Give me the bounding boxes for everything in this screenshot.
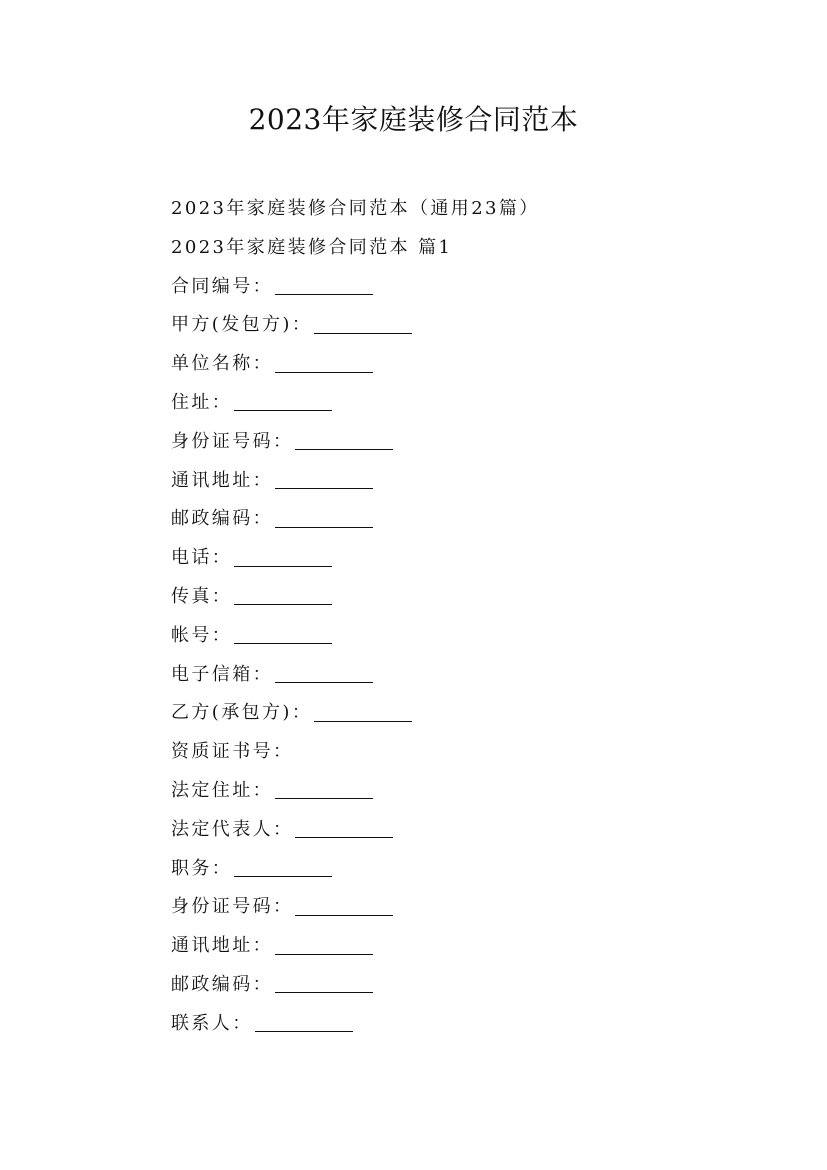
document-line bbox=[171, 539, 771, 578]
line-text: 资质证书号： bbox=[171, 741, 294, 763]
line-text: 2023年家庭装修合同范本 篇1 bbox=[171, 236, 453, 258]
document-line bbox=[171, 1005, 771, 1044]
line-text: 帐号： bbox=[171, 624, 233, 646]
line-text: 2023年家庭装修合同范本（通用23篇） bbox=[171, 198, 540, 219]
document-line bbox=[171, 733, 771, 772]
line-text: 传真： bbox=[171, 585, 233, 607]
document-line bbox=[171, 850, 771, 889]
line-text: 乙方(承包方)： bbox=[171, 702, 313, 724]
document-line bbox=[171, 966, 771, 1005]
line-text: 邮政编码： bbox=[171, 508, 273, 530]
fill-in-blank bbox=[314, 309, 412, 334]
document-line bbox=[171, 811, 771, 850]
document-line bbox=[171, 888, 771, 927]
document-line bbox=[171, 578, 771, 617]
line-text: 住址： bbox=[171, 391, 233, 413]
line-text: 联系人： bbox=[171, 1012, 253, 1034]
line-text: 通讯地址： bbox=[171, 469, 273, 491]
fill-in-blank bbox=[314, 697, 412, 722]
line-text: 法定代表人： bbox=[171, 818, 294, 840]
document-line bbox=[171, 656, 771, 695]
fill-in-blank bbox=[275, 270, 373, 295]
line-text: 通讯地址： bbox=[171, 935, 273, 957]
document-line bbox=[171, 617, 771, 656]
fill-in-blank bbox=[234, 619, 332, 644]
line-text: 甲方(发包方)： bbox=[171, 314, 313, 336]
fill-in-blank bbox=[275, 503, 373, 528]
document-line bbox=[171, 772, 771, 811]
document-line bbox=[171, 345, 771, 384]
line-text: 电子信箱： bbox=[171, 663, 273, 685]
fill-in-blank bbox=[275, 464, 373, 489]
fill-in-blank bbox=[275, 930, 373, 955]
document-line bbox=[171, 268, 771, 307]
document-line bbox=[171, 500, 771, 539]
document-title: 2023年家庭装修合同范本 bbox=[248, 103, 579, 136]
line-text: 合同编号： bbox=[171, 275, 273, 297]
fill-in-blank bbox=[255, 1007, 353, 1032]
line-text: 电话： bbox=[171, 547, 233, 569]
fill-in-blank bbox=[275, 658, 373, 683]
fill-in-blank bbox=[295, 891, 393, 916]
line-text: 单位名称： bbox=[171, 353, 273, 375]
line-text: 职务： bbox=[171, 857, 233, 879]
document-line bbox=[171, 423, 771, 462]
fill-in-blank bbox=[234, 580, 332, 605]
fill-in-blank bbox=[234, 852, 332, 877]
fill-in-blank bbox=[275, 348, 373, 373]
fill-in-blank bbox=[275, 774, 373, 799]
document-line bbox=[171, 384, 771, 423]
document-line bbox=[171, 927, 771, 966]
fill-in-blank bbox=[295, 425, 393, 450]
fill-in-blank bbox=[275, 968, 373, 993]
document-line bbox=[171, 229, 771, 268]
line-text: 邮政编码： bbox=[171, 973, 273, 995]
line-text: 身份证号码： bbox=[171, 896, 294, 918]
fill-in-blank bbox=[295, 813, 393, 838]
document-line bbox=[171, 694, 771, 733]
line-text: 身份证号码： bbox=[171, 430, 294, 452]
fill-in-blank bbox=[234, 386, 332, 411]
fill-in-blank bbox=[234, 542, 332, 567]
document-line bbox=[171, 190, 771, 229]
document-line bbox=[171, 462, 771, 501]
document-body bbox=[171, 190, 771, 1044]
document-line bbox=[171, 306, 771, 345]
line-text: 法定住址： bbox=[171, 779, 273, 801]
